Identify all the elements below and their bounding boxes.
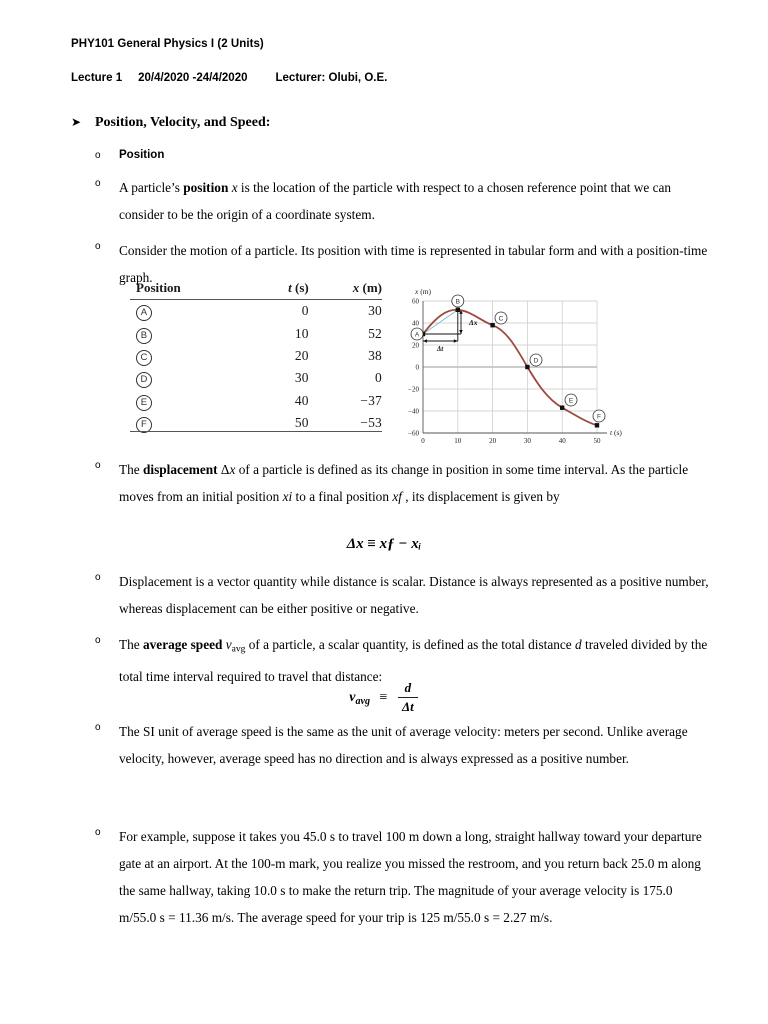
point-labels <box>411 295 605 422</box>
cell-position <box>130 345 257 367</box>
delta-x-label: Δx <box>469 318 478 327</box>
circled-letter-d: D <box>136 372 152 388</box>
position-data-table <box>130 280 382 437</box>
cell-time: 20 <box>294 347 309 363</box>
graph-svg <box>395 283 630 445</box>
section-heading <box>71 115 711 131</box>
table-header-row <box>130 280 382 300</box>
cell-position <box>130 322 257 344</box>
svg-text:10: 10 <box>454 437 462 445</box>
circle-bullet-icon: o <box>95 572 101 583</box>
table-row <box>130 345 382 367</box>
svg-text:−40: −40 <box>408 407 419 416</box>
svg-text:20: 20 <box>489 437 497 445</box>
bullet-average-speed-definition: The average speed $v_{avg}$ of a particle, a scalar quantity, is defined as the total distance d traveled divided by the total time interval required to travel that distance: <box>119 637 708 684</box>
lecturer-name: Lecturer: Olubi, O.E. <box>275 72 388 84</box>
point-label-e: E <box>568 397 574 405</box>
circle-bullet-icon: o <box>95 178 101 189</box>
point-label-b: B <box>455 298 460 306</box>
list-item <box>95 146 711 165</box>
point-label-a: A <box>414 331 420 339</box>
position-time-curve <box>423 310 597 426</box>
cell-position <box>130 300 257 323</box>
cell-time: 40 <box>294 392 309 408</box>
bullet-displacement-definition: The displacement Δx of a particle is defined as its change in position in some time interval. As the particle moves from an initial position xi to a final position xf , its displacement is given by <box>119 462 689 504</box>
circle-bullet-icon: o <box>95 150 101 161</box>
point-label-f: F <box>597 413 601 421</box>
y-axis-label: x (m) <box>415 287 432 296</box>
table-row <box>130 412 382 437</box>
delta-t-label: Δt <box>436 345 444 353</box>
bullet-worked-example: For example, suppose it takes you 45.0 s to travel 100 m down a long, straight hallway toward your departure gate at an airport. At the 100-m mark, you realize you missed the restroom, and you return back 25.0 m along the same hallway, taking 10.0 s to make the return trip. The magnitude of your average velocity is 175.0 m/55.0 s = 11.36 m/s. The average speed for your trip is 125 m/55.0 s = 2.27 m/s. <box>119 829 702 925</box>
bullet-position-label: Position <box>119 149 165 161</box>
cell-time: 50 <box>294 415 309 431</box>
bullet-si-unit-note: The SI unit of average speed is the same as the unit of average velocity: meters per second. Unlike average velocity, however, average speed has no direction and is always expressed as a positive number. <box>119 724 688 766</box>
bullet-list-example <box>95 823 711 940</box>
svg-text:20: 20 <box>412 341 419 350</box>
equation-displacement-text: Δx ≡ xƒ − xᵢ <box>346 536 422 552</box>
circle-bullet-icon: o <box>95 241 101 252</box>
circled-letter-e: E <box>136 395 152 411</box>
fraction-numerator: d <box>404 680 412 695</box>
course-title: PHY101 General Physics I (2 Units) <box>71 38 264 50</box>
equation-avg-speed-fraction <box>398 680 418 715</box>
circle-bullet-icon: o <box>95 460 101 471</box>
figure-position-time <box>130 280 630 448</box>
equation-average-speed <box>0 680 768 715</box>
bullet-list-intro <box>95 146 711 300</box>
table-row <box>130 300 382 323</box>
table-row <box>130 390 382 412</box>
col-header-position: Position <box>130 280 257 300</box>
circled-letter-f: F <box>136 417 152 433</box>
svg-text:30: 30 <box>523 437 531 445</box>
x-axis-label: t (s) <box>610 428 622 437</box>
fraction-denominator: Δt <box>398 697 418 715</box>
cell-x: 0 <box>375 370 382 386</box>
section-heading-text: Position, Velocity, and Speed: <box>95 115 271 130</box>
cell-position <box>130 412 257 437</box>
point-label-d: D <box>533 357 539 365</box>
cell-x: −53 <box>360 415 382 431</box>
arrow-bullet-icon: ➤ <box>71 115 82 129</box>
table-row <box>130 322 382 344</box>
document-header <box>71 38 711 84</box>
lecture-dates: 20/4/2020 -24/4/2020 <box>138 72 248 84</box>
cell-time: 30 <box>294 370 309 386</box>
secant-line-ab <box>423 310 458 334</box>
table-bottom-rule <box>130 431 382 432</box>
x-axis-ticks <box>421 437 601 445</box>
col-header-x: x (m) <box>309 280 382 300</box>
equation-avg-speed-lhs: $v_{avg}$ <box>349 689 371 707</box>
cell-position <box>130 367 257 389</box>
cell-position <box>130 390 257 412</box>
list-item <box>95 718 711 772</box>
col-header-time: t (s) <box>257 280 309 300</box>
svg-text:−60: −60 <box>408 429 419 438</box>
svg-text:60: 60 <box>412 297 419 306</box>
cell-x: 30 <box>368 303 382 319</box>
svg-text:−20: −20 <box>408 385 419 394</box>
svg-text:0: 0 <box>421 437 425 445</box>
bullet-vector-vs-scalar: Displacement is a vector quantity while distance is scalar. Distance is always represented as a positive number, whereas displacement can be either positive or negative. <box>119 574 709 616</box>
position-time-graph <box>395 283 630 445</box>
circled-letter-c: C <box>136 350 152 366</box>
circle-bullet-icon: o <box>95 722 101 733</box>
equation-avg-speed-equiv: ≡ <box>379 689 388 705</box>
equation-displacement <box>0 536 768 553</box>
svg-text:40: 40 <box>558 437 566 445</box>
cell-x: 38 <box>368 347 382 363</box>
svg-text:50: 50 <box>593 437 601 445</box>
y-axis-ticks <box>408 298 419 438</box>
point-label-c: C <box>498 315 504 323</box>
list-item <box>95 174 711 228</box>
circled-letter-b: B <box>136 328 152 344</box>
svg-text:0: 0 <box>415 363 419 372</box>
cell-x: 52 <box>368 325 382 341</box>
bullet-position-definition: A particle’s position x is the location of the particle with respect to a chosen reference point that we can consider to be the origin of a coordinate system. <box>119 180 672 222</box>
bullet-list-displacement <box>95 456 711 519</box>
circle-bullet-icon: o <box>95 635 101 646</box>
table-row <box>130 367 382 389</box>
svg-text:40: 40 <box>412 319 419 328</box>
list-item <box>95 823 711 931</box>
data-point-markers <box>421 308 599 428</box>
list-item <box>95 568 711 622</box>
lecture-meta-line <box>71 72 711 84</box>
bullet-list-si-unit <box>95 718 711 781</box>
bullet-consider-motion: Consider the motion of a particle. Its position with time is represented in tabular form and with a position-time graph. <box>119 243 708 285</box>
circled-letter-a: A <box>136 305 152 321</box>
cell-x: −37 <box>360 392 382 408</box>
list-item <box>95 456 711 510</box>
table-body <box>130 300 382 438</box>
lecture-number: Lecture 1 <box>71 72 123 84</box>
cell-time: 10 <box>294 325 309 341</box>
circle-bullet-icon: o <box>95 827 101 838</box>
cell-time: 0 <box>301 303 309 319</box>
